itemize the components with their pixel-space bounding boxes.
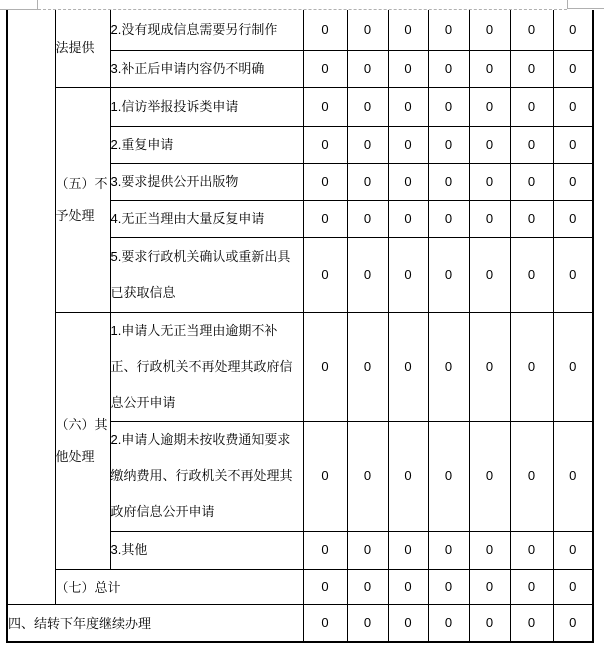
- item-cell: 3.要求提供公开出版物: [110, 163, 303, 200]
- item-cell: 2.申请人逾期未按收费通知要求缴纳费用、行政机关不再处理其政府信息公开申请: [110, 421, 303, 531]
- value-cell: 0: [428, 312, 469, 421]
- value-cell: 0: [510, 87, 553, 126]
- value-cell: 0: [510, 126, 553, 163]
- item-cell: 2.重复申请: [110, 126, 303, 163]
- value-cell: 0: [347, 237, 388, 312]
- value-cell: 0: [469, 50, 510, 87]
- value-cell: 0: [469, 10, 510, 50]
- value-cell: 0: [347, 604, 388, 642]
- value-cell: 0: [388, 604, 428, 642]
- item-cell: 3.其他: [110, 531, 303, 569]
- value-cell: 0: [388, 200, 428, 237]
- value-cell: 0: [303, 604, 347, 642]
- value-cell: 0: [553, 421, 593, 531]
- value-cell: 0: [510, 421, 553, 531]
- value-cell: 0: [347, 531, 388, 569]
- item-cell: 1.信访举报投诉类申请: [110, 87, 303, 126]
- value-cell: 0: [428, 163, 469, 200]
- value-cell: 0: [303, 163, 347, 200]
- value-cell: 0: [510, 312, 553, 421]
- category-cell-no-processing: （五）不予处理: [55, 87, 110, 312]
- value-cell: 0: [303, 312, 347, 421]
- value-cell: 0: [388, 163, 428, 200]
- value-cell: 0: [303, 531, 347, 569]
- value-cell: 0: [510, 604, 553, 642]
- left-spacer-cell: [7, 10, 55, 604]
- value-cell: 0: [510, 531, 553, 569]
- value-cell: 0: [303, 126, 347, 163]
- value-cell: 0: [428, 531, 469, 569]
- value-cell: 0: [553, 569, 593, 604]
- table-row: [7, 569, 593, 604]
- item-cell: 3.补正后申请内容仍不明确: [110, 50, 303, 87]
- value-cell: 0: [388, 237, 428, 312]
- value-cell: 0: [469, 163, 510, 200]
- value-cell: 0: [388, 421, 428, 531]
- category-cell-other-handling: （六）其他处理: [55, 312, 110, 569]
- value-cell: 0: [347, 569, 388, 604]
- value-cell: 0: [347, 163, 388, 200]
- item-cell: 2.没有现成信息需要另行制作: [110, 10, 303, 50]
- value-cell: 0: [347, 421, 388, 531]
- value-cell: 0: [347, 10, 388, 50]
- value-cell: 0: [347, 87, 388, 126]
- value-cell: 0: [469, 421, 510, 531]
- value-cell: 0: [347, 126, 388, 163]
- value-cell: 0: [428, 10, 469, 50]
- category-cell-unable-provide: 法提供: [55, 10, 110, 87]
- value-cell: 0: [428, 237, 469, 312]
- value-cell: 0: [469, 237, 510, 312]
- value-cell: 0: [469, 200, 510, 237]
- value-cell: 0: [347, 200, 388, 237]
- table-row: [7, 10, 593, 50]
- value-cell: 0: [303, 50, 347, 87]
- item-cell: 5.要求行政机关确认或重新出具已获取信息: [110, 237, 303, 312]
- value-cell: 0: [388, 50, 428, 87]
- value-cell: 0: [388, 87, 428, 126]
- value-cell: 0: [510, 163, 553, 200]
- table-row: [7, 604, 593, 642]
- value-cell: 0: [428, 569, 469, 604]
- value-cell: 0: [553, 312, 593, 421]
- total-label-cell: （七）总计: [55, 569, 303, 604]
- value-cell: 0: [510, 50, 553, 87]
- table-row: [7, 87, 593, 126]
- value-cell: 0: [428, 604, 469, 642]
- page-break-stub-left: [37, 0, 38, 9]
- value-cell: 0: [303, 237, 347, 312]
- carryover-label-cell: 四、结转下年度继续办理: [7, 604, 303, 642]
- value-cell: 0: [347, 50, 388, 87]
- value-cell: 0: [428, 87, 469, 126]
- value-cell: 0: [303, 10, 347, 50]
- value-cell: 0: [553, 163, 593, 200]
- value-cell: 0: [469, 312, 510, 421]
- value-cell: 0: [388, 569, 428, 604]
- value-cell: 0: [303, 569, 347, 604]
- table-row: [7, 312, 593, 421]
- value-cell: 0: [428, 50, 469, 87]
- value-cell: 0: [553, 50, 593, 87]
- value-cell: 0: [469, 604, 510, 642]
- page-break-line-right: [567, 8, 604, 9]
- item-cell: 4.无正当理由大量反复申请: [110, 200, 303, 237]
- value-cell: 0: [388, 126, 428, 163]
- value-cell: 0: [510, 10, 553, 50]
- value-cell: 0: [469, 531, 510, 569]
- disclosure-report-table: [6, 10, 594, 643]
- value-cell: 0: [388, 10, 428, 50]
- value-cell: 0: [469, 126, 510, 163]
- value-cell: 0: [469, 87, 510, 126]
- item-cell: 1.申请人无正当理由逾期不补正、行政机关不再处理其政府信息公开申请: [110, 312, 303, 421]
- value-cell: 0: [553, 200, 593, 237]
- value-cell: 0: [510, 237, 553, 312]
- value-cell: 0: [303, 200, 347, 237]
- value-cell: 0: [428, 126, 469, 163]
- value-cell: 0: [428, 421, 469, 531]
- value-cell: 0: [469, 569, 510, 604]
- value-cell: 0: [388, 312, 428, 421]
- value-cell: 0: [553, 87, 593, 126]
- value-cell: 0: [303, 421, 347, 531]
- value-cell: 0: [553, 10, 593, 50]
- value-cell: 0: [388, 531, 428, 569]
- value-cell: 0: [553, 604, 593, 642]
- value-cell: 0: [347, 312, 388, 421]
- value-cell: 0: [303, 87, 347, 126]
- value-cell: 0: [553, 237, 593, 312]
- value-cell: 0: [553, 126, 593, 163]
- value-cell: 0: [428, 200, 469, 237]
- value-cell: 0: [553, 531, 593, 569]
- value-cell: 0: [510, 200, 553, 237]
- value-cell: 0: [510, 569, 553, 604]
